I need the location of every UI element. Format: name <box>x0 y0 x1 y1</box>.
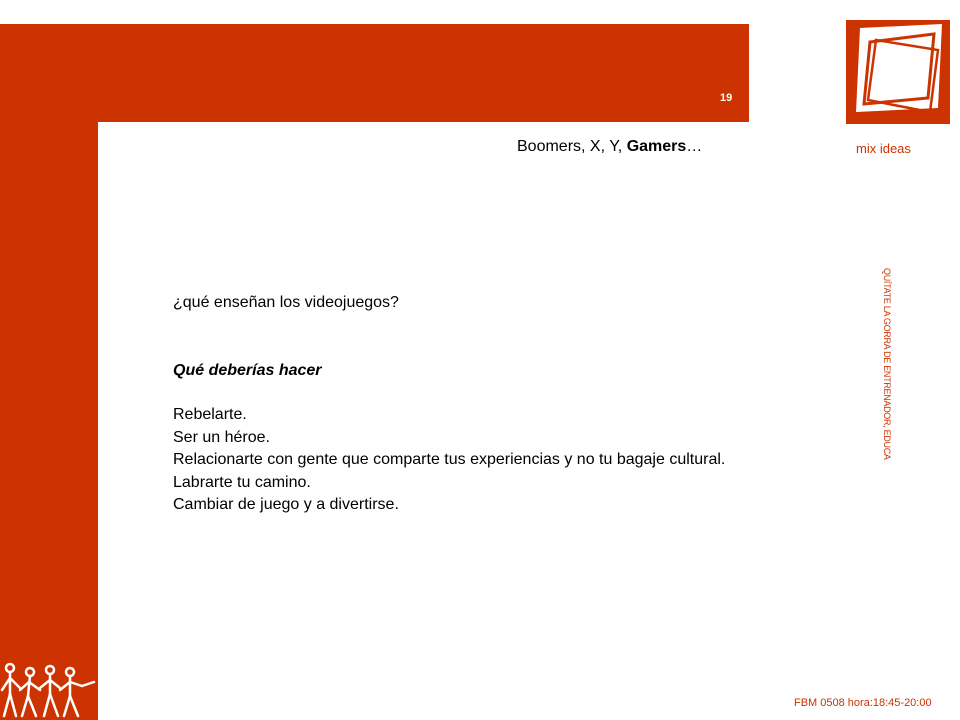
list-item: Relacionarte con gente que comparte tus experiencias y no tu bagaje cultural. <box>173 451 726 468</box>
list-item: Cambiar de juego y a divertirse. <box>173 496 399 513</box>
brand-label: mix ideas <box>856 141 911 156</box>
slide-number: 19 <box>720 92 733 104</box>
slide-title <box>517 138 702 156</box>
left-banner <box>0 24 98 720</box>
slide-body <box>173 292 725 517</box>
list-item: Ser un héroe. <box>173 428 270 446</box>
top-banner <box>0 24 749 122</box>
footer-text: FBM 0508 hora:18:45-20:00 <box>794 697 932 709</box>
logo-icon <box>846 20 950 124</box>
question-text: ¿qué enseñan los videojuegos? <box>173 294 399 311</box>
title-prefix: Boomers, X, Y, <box>517 138 627 155</box>
section-heading: Qué deberías hacer <box>173 361 322 379</box>
list-item: Rebelarte. <box>173 406 247 423</box>
title-suffix: … <box>686 138 703 155</box>
title-bold: Gamers <box>626 138 687 155</box>
list-item: Labrarte tu camino. <box>173 473 311 491</box>
vertical-caption: QUÍTATE LA GORRA DE ENTRENADOR, EDUCA <box>882 268 892 460</box>
figures-icon <box>0 660 98 720</box>
